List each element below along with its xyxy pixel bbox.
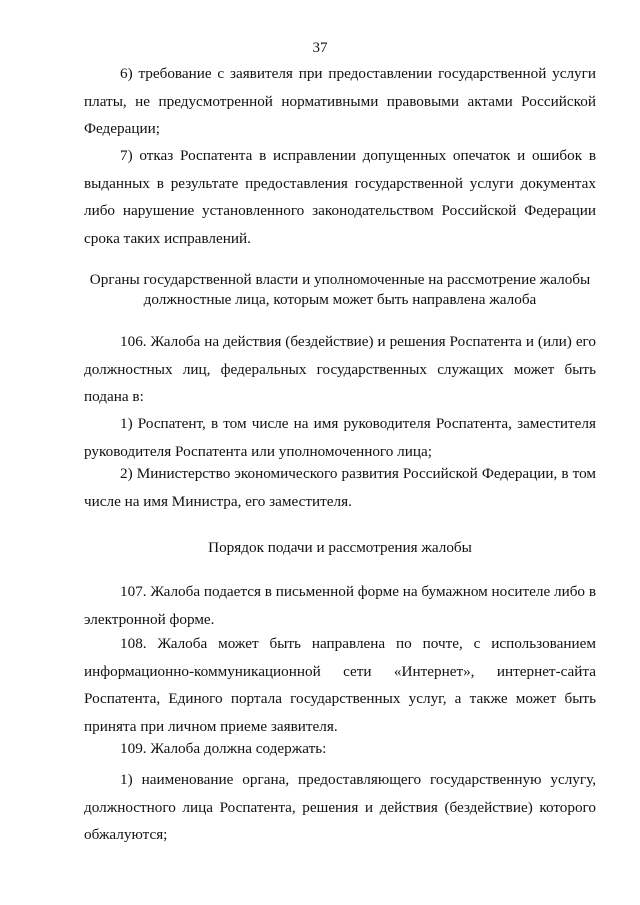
paragraph-109: 109. Жалоба должна содержать: — [120, 740, 327, 757]
paragraph-item-7: 7) отказ Роспатента в исправлении допущенных опечаток и ошибок в выданных в результате предоставления государственной услуги документах либо нарушение установленного законодательством Российской Федерации срока таких исправлений. — [84, 147, 596, 247]
paragraph-106: 106. Жалоба на действия (бездействие) и решения Роспатента и (или) его должностных лиц, федеральных государственных служащих может быть подана в: — [84, 333, 596, 405]
paragraph-108: 108. Жалоба может быть направлена по почте, с использованием информационно-коммуникационной сети «Интернет», интернет-сайта Роспатента, Единого портала государственных услуг, а также может быть принята при личном приеме заявителя. — [84, 635, 596, 735]
section-heading-procedure: Порядок подачи и рассмотрения жалобы — [208, 539, 472, 556]
paragraph-item-6: 6) требование с заявителя при предоставлении государственной услуги платы, не предусмотренной нормативными правовыми актами Российской Федерации; — [84, 65, 596, 137]
paragraph-106-item-2: 2) Министерство экономического развития Российской Федерации, в том числе на имя Министра, его заместителя. — [84, 465, 596, 510]
page-number: 37 — [312, 40, 328, 56]
section-heading-authorities: Органы государственной власти и уполномоченные на рассмотрение жалобы должностные лица, которым может быть направлена жалоба — [89, 271, 591, 308]
paragraph-106-item-1: 1) Роспатент, в том числе на имя руководителя Роспатента, заместителя руководителя Роспатента или уполномоченного лица; — [84, 415, 596, 460]
paragraph-109-item-1: 1) наименование органа, предоставляющего государственную услугу, должностного лица Роспатента, решения и действия (бездействие) которого обжалуются; — [84, 771, 596, 843]
paragraph-107: 107. Жалоба подается в письменной форме на бумажном носителе либо в электронной форме. — [84, 583, 596, 628]
